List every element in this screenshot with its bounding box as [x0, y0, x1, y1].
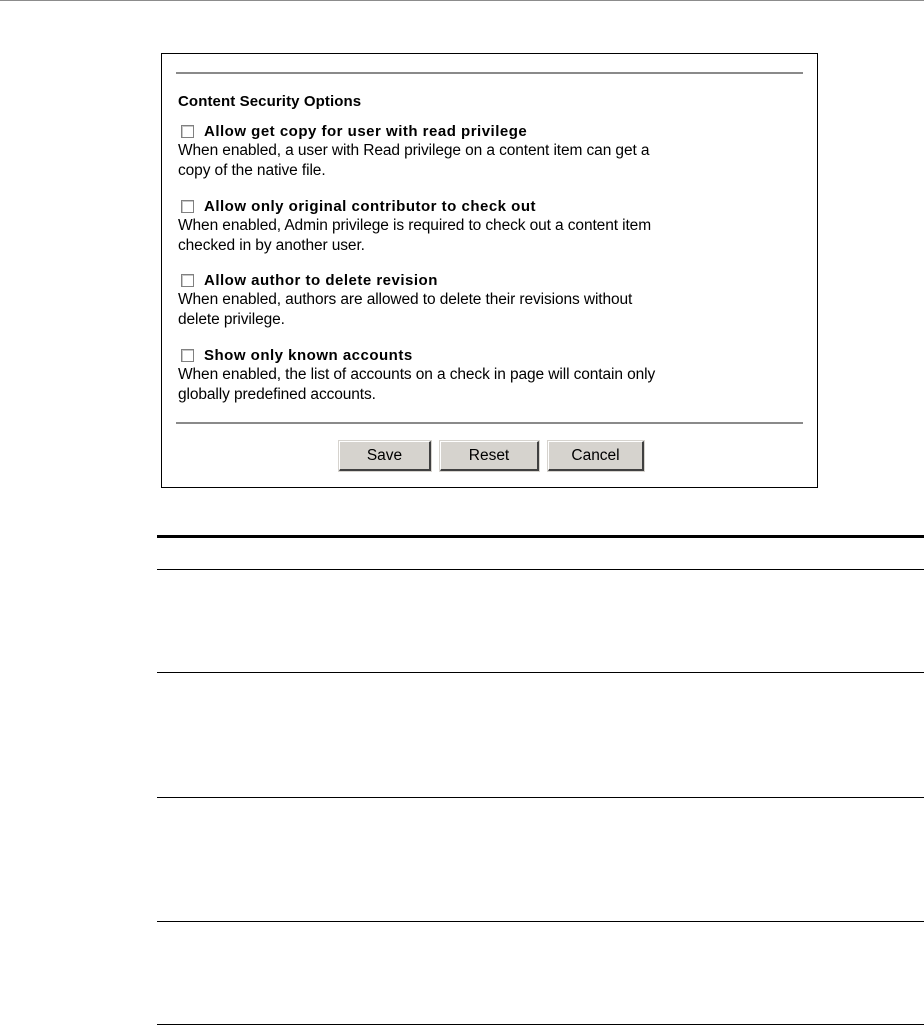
panel-bottom-divider [176, 422, 803, 424]
description-line: When enabled, the list of accounts on a check in page will contain only [178, 366, 656, 383]
option-description [178, 216, 798, 256]
option-label: Allow get copy for user with read privilege [204, 122, 528, 140]
button-bar [339, 441, 644, 471]
original-contributor-checkbox[interactable] [181, 200, 194, 213]
description-line: checked in by another user. [178, 237, 365, 254]
save-button[interactable]: Save [339, 441, 431, 471]
table-row-rule [157, 921, 924, 922]
table-header-rule [157, 535, 924, 538]
description-line: delete privilege. [178, 311, 285, 328]
option-description [178, 290, 798, 330]
option-head [178, 196, 798, 216]
description-line: When enabled, Admin privilege is required to check out a content item [178, 217, 652, 234]
option-description [178, 365, 798, 405]
option-label: Allow only original contributor to check out [204, 197, 537, 215]
table-row-rule [157, 569, 924, 570]
description-line: globally predefined accounts. [178, 386, 376, 403]
option-head [178, 270, 798, 290]
option-head [178, 121, 798, 141]
option-original-contributor-check-out [178, 196, 798, 256]
panel-top-divider [176, 72, 803, 74]
description-line: When enabled, a user with Read privilege on a content item can get a [178, 142, 650, 159]
cancel-button[interactable]: Cancel [548, 441, 644, 471]
show-known-accounts-checkbox[interactable] [181, 349, 194, 362]
table-row-rule [157, 1024, 924, 1025]
table-row-rule [157, 672, 924, 673]
content-security-options-panel [161, 53, 818, 488]
option-author-delete-revision [178, 270, 798, 330]
option-head [178, 345, 798, 365]
description-line: copy of the native file. [178, 162, 326, 179]
option-description [178, 141, 798, 181]
author-delete-revision-checkbox[interactable] [181, 274, 194, 287]
allow-get-copy-checkbox[interactable] [181, 125, 194, 138]
option-label: Show only known accounts [204, 346, 413, 364]
option-label: Allow author to delete revision [204, 271, 438, 289]
option-show-known-accounts [178, 345, 798, 405]
description-line: When enabled, authors are allowed to delete their revisions without [178, 291, 633, 308]
option-allow-get-copy [178, 121, 798, 181]
page-top-rule [0, 0, 924, 1]
section-title: Content Security Options [178, 93, 362, 110]
table-row-rule [157, 797, 924, 798]
reset-button[interactable]: Reset [440, 441, 539, 471]
